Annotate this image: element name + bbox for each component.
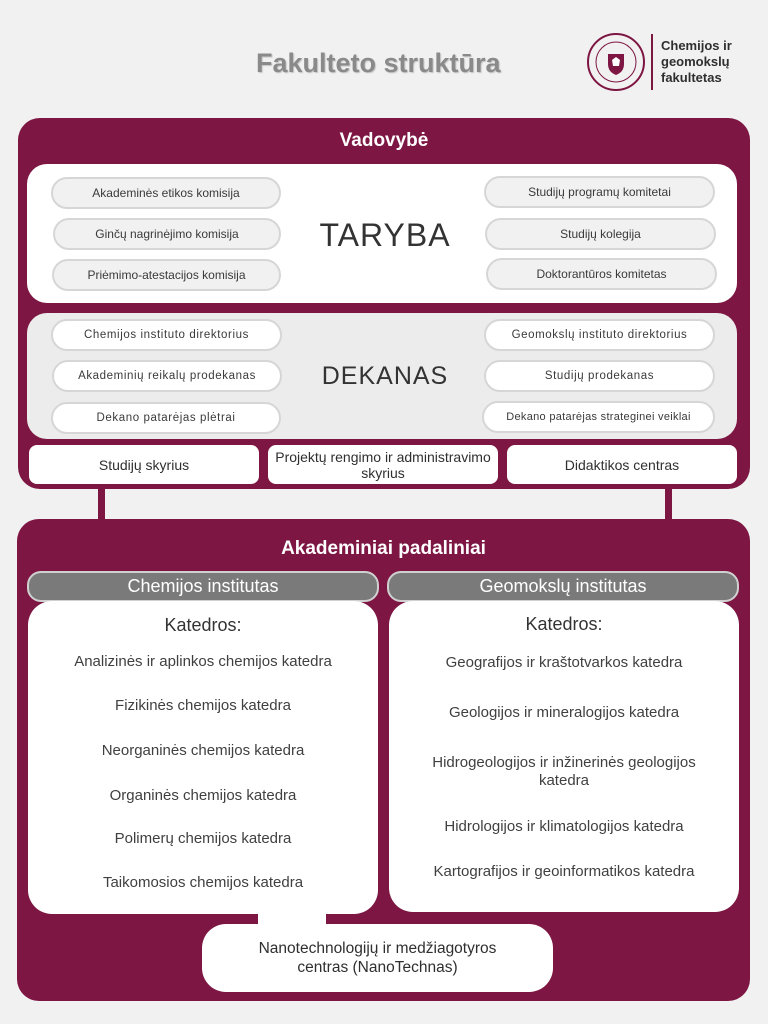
connector-line [665,487,672,523]
department-item: Polimerų chemijos katedra [114,830,292,847]
dekanas-right-pill: Dekano patarėjas strateginei veiklai [482,401,715,433]
chemijos-institute-header: Chemijos institutas [27,571,379,602]
taryba-left-pill: Ginčų nagrinėjimo komisija [53,218,281,250]
logo-line: Chemijos ir [661,38,732,53]
unit-box: Didaktikos centras [507,445,737,484]
dekanas-right-pill: Geomokslų instituto direktorius [484,319,715,351]
chemijos-katedros-label: Katedros: [164,615,242,635]
department-item: Kartografijos ir geoinformatikos katedra [433,863,695,880]
logo-line: fakultetas [661,70,722,85]
logo-divider [651,34,653,90]
university-seal-icon [586,32,646,92]
taryba-label: TARYBA [319,217,451,253]
department-item: Geografijos ir kraštotvarkos katedra [445,654,683,671]
faculty-logo-text [661,38,761,86]
dekanas-left-pill: Akademinių reikalų prodekanas [52,360,282,392]
geomokslu-katedros-label: Katedros: [525,614,603,634]
department-item: Hidrologijos ir klimatologijos katedra [444,818,684,835]
department-item: Analizinės ir aplinkos chemijos katedra [74,653,332,670]
taryba-right-pill: Studijų programų komitetai [484,176,715,208]
unit-box: Studijų skyrius [29,445,259,484]
akademiniai-title: Akademiniai padaliniai [281,538,486,559]
geomokslu-institute-header: Geomokslų institutas [387,571,739,602]
nanotechnas-center: Nanotechnologijų ir medžiagotyros centras (NanoTechnas) [202,924,553,992]
dekanas-label: DEKANAS [321,362,449,390]
vadovybe-title: Vadovybė [339,130,429,151]
department-item: Taikomosios chemijos katedra [102,874,304,891]
dekanas-left-pill: Dekano patarėjas plėtrai [51,402,281,434]
taryba-left-pill: Priėmimo-atestacijos komisija [52,259,281,291]
taryba-right-pill: Studijų kolegija [485,218,716,250]
department-item: Hidrogeologijos ir inžinerinės geologijos katedra [432,754,696,789]
department-item: Geologijos ir mineralogijos katedra [448,704,680,721]
taryba-left-pill: Akademinės etikos komisija [51,177,281,209]
taryba-right-pill: Doktorantūros komitetas [486,258,717,290]
dekanas-right-pill: Studijų prodekanas [484,360,715,392]
unit-box: Projektų rengimo ir administravimo skyrius [268,445,498,484]
department-item: Fizikinės chemijos katedra [115,697,291,714]
page-title: Fakulteto struktūra [256,48,501,78]
dekanas-left-pill: Chemijos instituto direktorius [51,319,282,351]
logo-line: geomokslų [661,54,730,69]
department-item: Neorganinės chemijos katedra [101,742,305,759]
department-item: Organinės chemijos katedra [109,787,297,804]
connector-line [98,487,105,523]
